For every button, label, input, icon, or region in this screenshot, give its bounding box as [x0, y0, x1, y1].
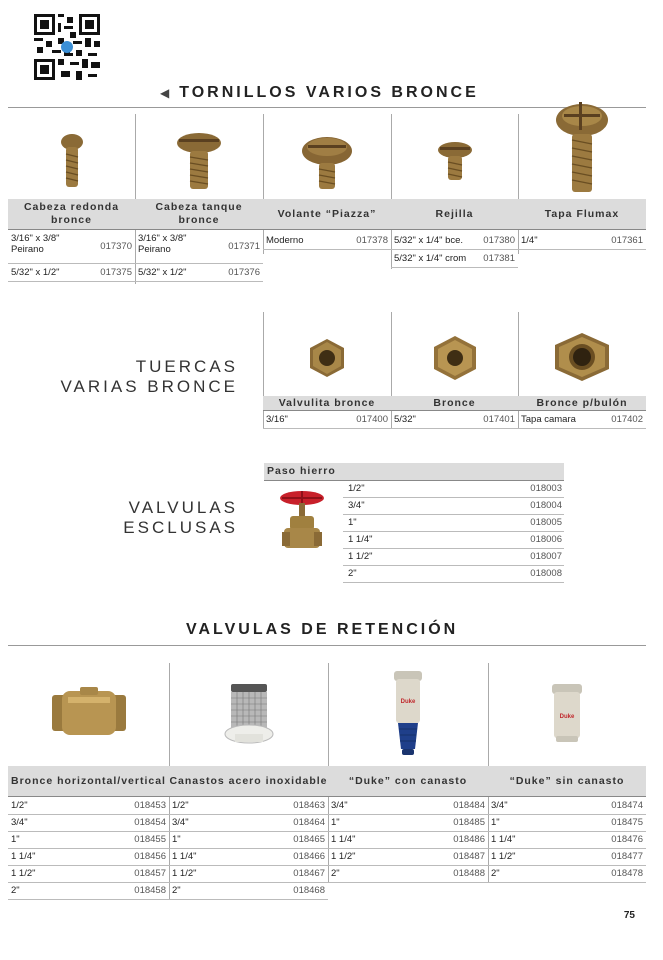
- code: 018488: [453, 868, 485, 879]
- gate-valve-image: [272, 488, 332, 554]
- table-row: [169, 883, 328, 900]
- code: 018456: [134, 851, 166, 862]
- check-valve-bronze-image: [8, 663, 169, 763]
- nut-bronce-image: [391, 320, 518, 396]
- table-row: [8, 264, 135, 282]
- size: 1 1/2": [11, 868, 36, 879]
- code: 017400: [356, 414, 388, 425]
- triangle-left-icon: ◀: [160, 86, 170, 100]
- table-row: [518, 412, 646, 429]
- code: 018455: [134, 834, 166, 845]
- size: 1 1/4": [172, 851, 197, 862]
- code: 018484: [453, 800, 485, 811]
- size: 2": [491, 868, 500, 879]
- table-row: [8, 798, 169, 815]
- header-label: Paso hierro: [267, 465, 336, 477]
- column-header: Bronce horizontal/vertical: [8, 766, 169, 797]
- code: 018476: [611, 834, 643, 845]
- title-line: VALVULAS: [128, 498, 238, 517]
- table-row: [488, 815, 646, 832]
- duke-without-basket-image: [488, 663, 646, 763]
- table-row: [8, 832, 169, 849]
- code: 018466: [293, 851, 325, 862]
- code: 018453: [134, 800, 166, 811]
- code: 017402: [611, 414, 643, 425]
- code: 018468: [293, 885, 325, 896]
- table-row: [343, 531, 564, 549]
- size: 1": [11, 834, 20, 845]
- title-line: ESCLUSAS: [123, 518, 238, 537]
- code: 018486: [453, 834, 485, 845]
- size: 3/4": [491, 800, 508, 811]
- retencion-column-3: [328, 663, 488, 883]
- code: 017401: [483, 414, 515, 425]
- qr-code: [34, 14, 100, 80]
- size: 1/4": [521, 235, 538, 246]
- size: 1 1/2": [348, 551, 373, 562]
- column-header: Bronce: [391, 396, 518, 411]
- code: 018464: [293, 817, 325, 828]
- svg-text:Duke: Duke: [400, 699, 416, 705]
- column-header: Canastos acero inoxidable: [169, 766, 328, 797]
- screw-round-head-image: [8, 124, 135, 199]
- retencion-column-4: [488, 663, 646, 883]
- code: 018454: [134, 817, 166, 828]
- table-row: [169, 815, 328, 832]
- table-row: [488, 866, 646, 883]
- tornillo-column-4: [391, 114, 518, 269]
- section-tornillos-heading: [160, 84, 479, 102]
- table-row: [343, 497, 564, 515]
- code: 018474: [611, 800, 643, 811]
- size: 5/32" x 1/4" bce.: [394, 235, 464, 246]
- code: 018007: [530, 551, 562, 562]
- table-row: [328, 798, 488, 815]
- column-header: “Duke” con canasto: [328, 766, 488, 797]
- size: 3/16": [266, 414, 288, 425]
- tornillo-column-2: [135, 114, 263, 284]
- svg-text:Duke: Duke: [559, 714, 575, 720]
- size: 3/16" x 3/8" Peirano: [11, 233, 60, 255]
- size: 2": [172, 885, 181, 896]
- section-tuercas-title: [40, 357, 238, 397]
- code: 018003: [530, 483, 562, 494]
- size: 1": [172, 834, 181, 845]
- code: 017378: [356, 235, 388, 246]
- code: 018485: [453, 817, 485, 828]
- code: 018478: [611, 868, 643, 879]
- table-row: [328, 815, 488, 832]
- size: 1": [491, 817, 500, 828]
- tuerca-column-1: [263, 312, 391, 429]
- code: 017376: [228, 267, 260, 278]
- table-row: [135, 264, 263, 282]
- table-row: [169, 866, 328, 883]
- table-row: [169, 798, 328, 815]
- size: 1": [331, 817, 340, 828]
- section-esclusas-title: [60, 498, 238, 538]
- table-row: [488, 849, 646, 866]
- tuerca-column-3: [518, 312, 646, 429]
- column-header: Rejilla: [391, 199, 518, 230]
- table-row: [328, 849, 488, 866]
- stainless-basket-image: [169, 663, 328, 763]
- table-row: [169, 849, 328, 866]
- code: 018463: [293, 800, 325, 811]
- nut-bulon-image: [518, 318, 646, 396]
- table-row: [343, 548, 564, 566]
- screw-piazza-image: [263, 124, 391, 199]
- table-row: [391, 412, 518, 429]
- screw-rejilla-image: [391, 124, 518, 199]
- table-row: [8, 849, 169, 866]
- nut-valvulita-image: [263, 320, 391, 396]
- screw-flumax-image: [518, 96, 646, 199]
- size: 5/32" x 1/4" crom: [394, 253, 467, 264]
- size: 2": [331, 868, 340, 879]
- size: 1 1/4": [348, 534, 373, 545]
- size: 5/32": [394, 414, 416, 425]
- code: 018458: [134, 885, 166, 896]
- table-row: [343, 565, 564, 583]
- table-row: [263, 232, 391, 250]
- esclusas-header: [264, 463, 564, 481]
- size: 1 1/2": [172, 868, 197, 879]
- page-number: 75: [623, 910, 635, 921]
- tornillo-column-5: [518, 96, 646, 254]
- code: 018005: [530, 517, 562, 528]
- code: 018467: [293, 868, 325, 879]
- table-row: [391, 250, 518, 268]
- table-row: [328, 866, 488, 883]
- table-row: [8, 815, 169, 832]
- size: 3/4": [11, 817, 28, 828]
- section-retencion-title: VALVULAS DE RETENCIÓN: [186, 621, 459, 638]
- table-row: [343, 514, 564, 532]
- code: 017381: [483, 253, 515, 264]
- tornillo-column-3: [263, 114, 391, 254]
- column-header: Cabeza redonda bronce: [8, 199, 135, 230]
- code: 017380: [483, 235, 515, 246]
- retencion-column-2: [169, 663, 328, 900]
- title-line: VARIAS BRONCE: [60, 377, 238, 396]
- screw-tank-head-image: [135, 124, 263, 199]
- size: 3/16" x 3/8" Peirano: [138, 233, 187, 255]
- code: 018006: [530, 534, 562, 545]
- table-row: [8, 883, 169, 900]
- size: 1 1/4": [491, 834, 516, 845]
- column-header: Tapa Flumax: [518, 199, 646, 230]
- size: 3/4": [172, 817, 189, 828]
- table-row: [488, 798, 646, 815]
- table-row: [135, 232, 263, 264]
- size: 1/2": [172, 800, 189, 811]
- column-header: “Duke” sin canasto: [488, 766, 646, 797]
- size: Moderno: [266, 235, 304, 246]
- code: 017370: [100, 241, 132, 252]
- code: 018004: [530, 500, 562, 511]
- size: Tapa camara: [521, 414, 576, 425]
- size: 1/2": [11, 800, 28, 811]
- table-row: [518, 232, 646, 250]
- column-header: Bronce p/bulón: [518, 396, 646, 411]
- tornillo-column-1: [8, 114, 135, 284]
- table-row: [169, 832, 328, 849]
- size: 3/4": [348, 500, 365, 511]
- size: 1": [348, 517, 357, 528]
- size: 2": [348, 568, 357, 579]
- table-row: [488, 832, 646, 849]
- size: 1/2": [348, 483, 365, 494]
- code: 018008: [530, 568, 562, 579]
- size: 1 1/2": [491, 851, 516, 862]
- size: 3/4": [331, 800, 348, 811]
- code: 018465: [293, 834, 325, 845]
- size: 1 1/4": [331, 834, 356, 845]
- table-row: [328, 832, 488, 849]
- code: 017375: [100, 267, 132, 278]
- size: 1 1/4": [11, 851, 36, 862]
- table-row: [263, 412, 391, 429]
- table-row: [8, 232, 135, 264]
- table-row: [343, 480, 564, 498]
- duke-with-basket-image: [328, 663, 488, 763]
- code: 018475: [611, 817, 643, 828]
- table-row: [8, 866, 169, 883]
- column-header: Valvulita bronce: [263, 396, 391, 411]
- title-line: TUERCAS: [135, 357, 238, 376]
- size: 5/32" x 1/2": [138, 267, 187, 278]
- table-row: [391, 232, 518, 250]
- size: 5/32" x 1/2": [11, 267, 60, 278]
- size: 1 1/2": [331, 851, 356, 862]
- tuerca-column-2: [391, 312, 518, 429]
- code: 018457: [134, 868, 166, 879]
- column-header: Cabeza tanque bronce: [135, 199, 263, 230]
- code: 017371: [228, 241, 260, 252]
- divider: [8, 645, 646, 646]
- size: 2": [11, 885, 20, 896]
- code: 018487: [453, 851, 485, 862]
- retencion-column-1: [8, 663, 169, 900]
- code: 018477: [611, 851, 643, 862]
- section-title: TORNILLOS VARIOS BRONCE: [179, 84, 479, 101]
- code: 017361: [611, 235, 643, 246]
- column-header: Volante “Piazza”: [263, 199, 391, 230]
